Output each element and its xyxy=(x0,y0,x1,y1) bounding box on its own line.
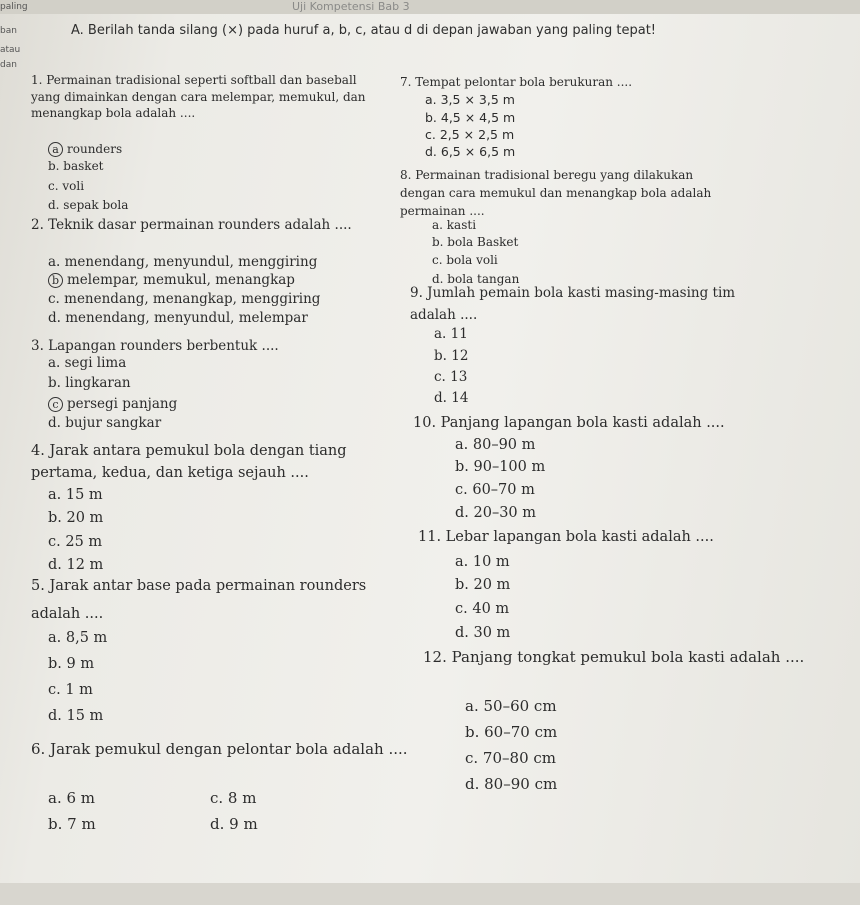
option-a[interactable]: a. 15 m xyxy=(48,487,103,503)
option-d[interactable]: d. bola tangan xyxy=(432,272,520,286)
instructions: A. Berilah tanda silang (×) pada huruf a, b, c, atau d di depan jawaban yang paling tepat! xyxy=(71,23,657,38)
option-b[interactable]: b. 20 m xyxy=(455,577,511,593)
option-d[interactable]: d. 20–30 m xyxy=(455,505,537,521)
answer-circle: c xyxy=(48,397,63,412)
question-text: 7. Tempat pelontar bola berukuran .... xyxy=(400,75,633,89)
option-b[interactable]: b. lingkaran xyxy=(48,375,131,391)
option-b[interactable]: b. 60–70 cm xyxy=(465,723,558,741)
option-c[interactable]: c. bola voli xyxy=(432,253,498,267)
option-d[interactable]: d. 80–90 cm xyxy=(465,775,558,793)
option-a[interactable]: a. kasti xyxy=(432,218,477,232)
option-b[interactable]: b. 20 m xyxy=(48,510,104,526)
option-d[interactable]: d. menendang, menyundul, melempar xyxy=(48,310,308,326)
option-a[interactable]: a. 6 m xyxy=(48,789,96,807)
option-a[interactable]: a rounders xyxy=(48,141,122,157)
option-a[interactable]: a. segi lima xyxy=(48,355,127,371)
question-text: 8. Permainan tradisional beregu yang dilakukan dengan cara memukul dan menangkap bola adalah permainan .... xyxy=(400,168,712,218)
question-text: 11. Lebar lapangan bola kasti adalah .... xyxy=(418,529,714,545)
option-d[interactable]: d. 6,5 × 6,5 m xyxy=(425,144,516,159)
option-a[interactable]: a. menendang, menyundul, menggiring xyxy=(48,254,318,270)
option-a[interactable]: a. 8,5 m xyxy=(48,630,108,646)
question-text: 9. Jumlah pemain bola kasti masing-masing tim adalah .... xyxy=(410,285,736,323)
option-a[interactable]: a. 3,5 × 3,5 m xyxy=(425,92,515,107)
header-strip: Uji Kompetensi Bab 3 xyxy=(0,0,860,14)
option-c[interactable]: c. 25 m xyxy=(48,534,103,550)
question-text: 5. Jarak antar base pada permainan rounders adalah .... xyxy=(31,578,367,622)
option-d[interactable]: d. sepak bola xyxy=(48,198,129,212)
option-c[interactable]: c. 13 xyxy=(434,369,468,385)
option-b[interactable]: b. 7 m xyxy=(48,815,96,833)
option-b[interactable]: b. basket xyxy=(48,159,104,173)
option-c[interactable]: c. 2,5 × 2,5 m xyxy=(425,127,515,142)
option-c[interactable]: c. menendang, menangkap, menggiring xyxy=(48,291,321,307)
option-a[interactable]: a. 50–60 cm xyxy=(465,697,557,715)
option-b[interactable]: b melempar, memukul, menangkap xyxy=(48,272,295,288)
option-a[interactable]: a. 11 xyxy=(434,326,468,342)
textbook-page: Uji Kompetensi Bab 3 paling ban atau dan A. Berilah tanda silang (×) pada huruf a, b, c, atau d di depan jawaban yang paling tepat! 1. Permainan tradisional seperti softball dan baseball yang dimainkan dengan cara melempar, memukul, dan menangkap bola adalah .... a rounders b. basket c. voli d. sepak bola 2. Teknik dasar permainan rounders adalah .... a. menendang, menyundul, menggiring b melempar, memukul, menangkap c. menendang, menangkap, menggiring d. menendang, menyundul, melempar 3. Lapangan rounders berbentuk .... a. segi lima b. lingkaran c persegi panjang d. bujur sangkar 4. Jarak antara pemukul bola dengan tiang pertama, kedua, dan ketiga sejauh .... a. 15 m b. 20 m c. 25 m d. 12 m 5. Jarak antar base pada permainan rounders adalah .... a. 8,5 m b. 9 m c. 1 m d. 15 m 6. Jarak pemukul dengan pelontar bola adalah .... a. 6 m b. 7 m c. 8 m d. 9 m 7. Tempat pelontar bola berukuran .... a. 3,5 × 3,5 m b. 4,5 × 4,5 m c. 2,5 × 2,5 m d. 6,5 × 6,5 m 8. Permainan tradisional beregu yang dilakukan dengan cara memukul dan menangkap bola adalah permainan .... a. kasti b. bola Basket c. bola voli d. bola tangan 9. Jumlah pemain bola kasti masing-masing tim adalah .... a. 11 b. 12 c. 13 d. 14 10. Panjang lapangan bola kasti adalah .... a. 80–90 m b. 90–100 m c. 60–70 m d. 20–30 m 11. Lebar lapangan bola kasti adalah .... a. 10 m b. 20 m c. 40 m d. 30 m 12. Panjang tongkat pemukul bola kasti adalah .... a. 50–60 cm b. 60–70 cm c. 70–80 cm d. 80–90 cm xyxy=(0,0,860,905)
option-d[interactable]: d. 14 xyxy=(434,390,469,406)
question-text: 1. Permainan tradisional seperti softball dan baseball yang dimainkan dengan cara melempar, memukul, dan menangkap bola adalah .... xyxy=(31,73,366,120)
answer-circle: b xyxy=(48,273,63,288)
question-text: 2. Teknik dasar permainan rounders adalah .... xyxy=(31,217,352,233)
option-b[interactable]: b. bola Basket xyxy=(432,235,519,249)
question-text: 12. Panjang tongkat pemukul bola kasti adalah .... xyxy=(423,648,805,666)
option-b[interactable]: b. 90–100 m xyxy=(455,459,546,475)
option-d[interactable]: d. 9 m xyxy=(210,815,258,833)
option-b[interactable]: b. 12 xyxy=(434,348,469,364)
option-a[interactable]: a. 80–90 m xyxy=(455,437,536,453)
question-text: 3. Lapangan rounders berbentuk .... xyxy=(31,338,279,354)
option-d[interactable]: d. 12 m xyxy=(48,557,104,573)
option-b[interactable]: b. 9 m xyxy=(48,656,95,672)
page-bottom-edge xyxy=(0,883,860,905)
option-d[interactable]: d. 15 m xyxy=(48,708,104,724)
option-b[interactable]: b. 4,5 × 4,5 m xyxy=(425,110,516,125)
option-d[interactable]: d. bujur sangkar xyxy=(48,415,162,431)
answer-circle: a xyxy=(48,142,63,157)
option-c[interactable]: c persegi panjang xyxy=(48,396,177,412)
option-c[interactable]: c. voli xyxy=(48,179,85,193)
question-text: 4. Jarak antara pemukul bola dengan tiang pertama, kedua, dan ketiga sejauh .... xyxy=(31,443,347,481)
question-text: 6. Jarak pemukul dengan pelontar bola adalah .... xyxy=(31,740,408,758)
option-d[interactable]: d. 30 m xyxy=(455,625,511,641)
option-c[interactable]: c. 1 m xyxy=(48,682,93,698)
option-a[interactable]: a. 10 m xyxy=(455,554,510,570)
option-c[interactable]: c. 70–80 cm xyxy=(465,749,557,767)
option-c[interactable]: c. 60–70 m xyxy=(455,482,535,498)
question-text: 10. Panjang lapangan bola kasti adalah .... xyxy=(413,415,725,431)
option-c[interactable]: c. 40 m xyxy=(455,601,510,617)
option-c[interactable]: c. 8 m xyxy=(210,789,257,807)
